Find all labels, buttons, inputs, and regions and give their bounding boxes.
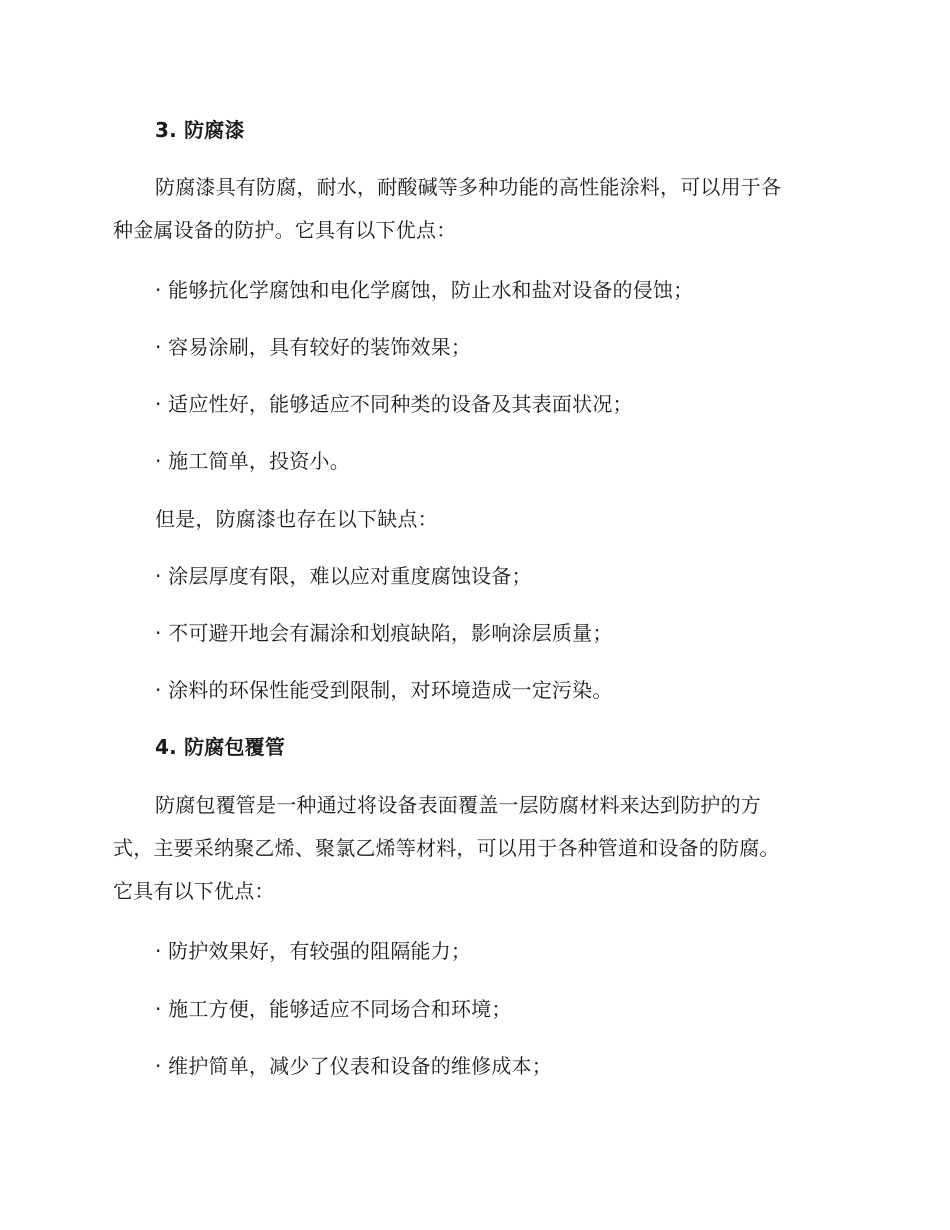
section-4-advantage-1: · 防护效果好，有较强的阻隔能力；	[155, 939, 472, 963]
section-3-advantage-2: · 容易涂刷，具有较好的装饰效果；	[155, 335, 472, 359]
section-4-heading: 4. 防腐包覆管	[155, 735, 286, 759]
section-4-intro-line-3: 它具有以下优点：	[113, 879, 275, 903]
section-3-advantage-3: · 适应性好，能够适应不同种类的设备及其表面状况；	[155, 392, 633, 416]
section-3-advantage-1: · 能够抗化学腐蚀和电化学腐蚀，防止水和盐对设备的侵蚀；	[155, 278, 694, 302]
section-3-heading: 3. 防腐漆	[155, 118, 245, 142]
section-3-intro-line-2: 种金属设备的防护。它具有以下优点：	[113, 218, 457, 242]
section-3-intro-line-1: 防腐漆具有防腐，耐水，耐酸碱等多种功能的高性能涂料，可以用于各	[155, 175, 782, 199]
section-3-disadvantage-3: · 涂料的环保性能受到限制，对环境造成一定污染。	[155, 678, 613, 702]
section-4-advantage-2: · 施工方便，能够适应不同场合和环境；	[155, 997, 512, 1021]
section-3-advantage-4: · 施工简单，投资小。	[155, 449, 350, 473]
section-3-disadvantage-intro: 但是，防腐漆也存在以下缺点：	[155, 507, 438, 531]
section-3-disadvantage-1: · 涂层厚度有限，难以应对重度腐蚀设备；	[155, 564, 532, 588]
section-4-advantage-3: · 维护简单，减少了仪表和设备的维修成本；	[155, 1054, 552, 1078]
section-4-intro-line-1: 防腐包覆管是一种通过将设备表面覆盖一层防腐材料来达到防护的方	[155, 793, 761, 817]
section-4-intro-line-2: 式，主要采纳聚乙烯、聚氯乙烯等材料，可以用于各种管道和设备的防腐。	[113, 836, 780, 860]
section-3-disadvantage-2: · 不可避开地会有漏涂和划痕缺陷，影响涂层质量；	[155, 621, 613, 645]
